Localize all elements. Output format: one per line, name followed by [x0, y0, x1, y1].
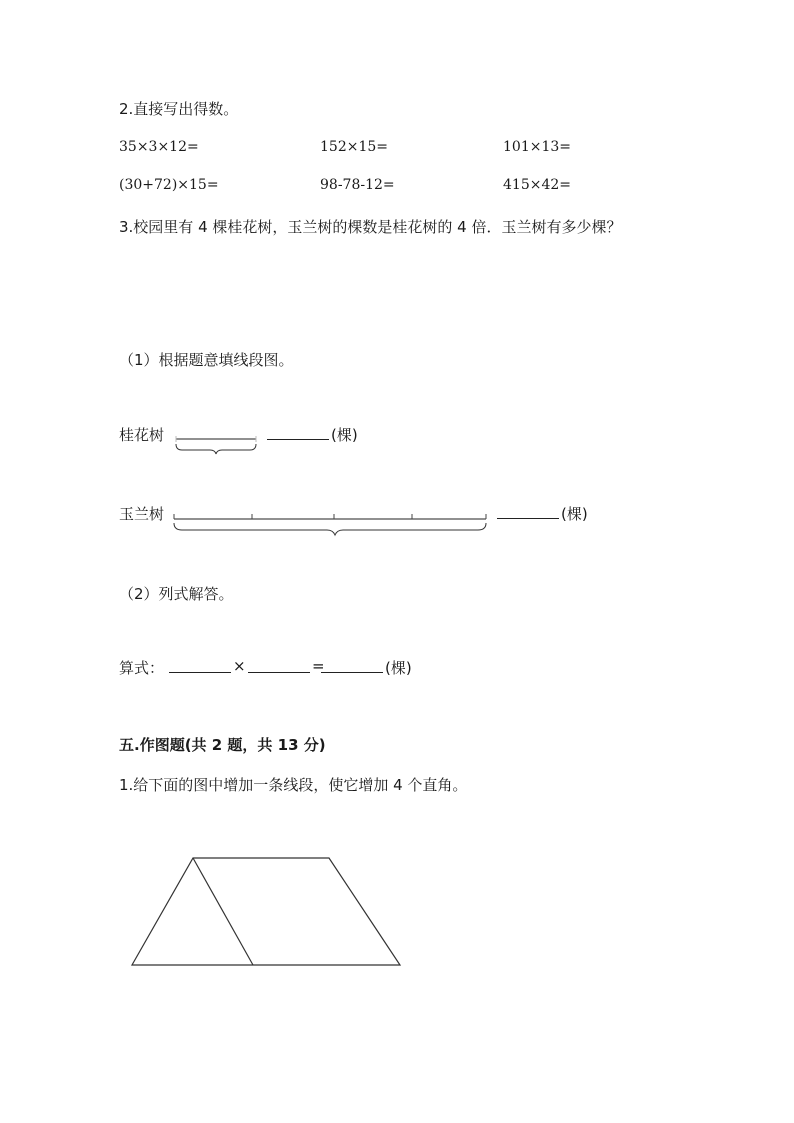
calc-item: 98-78-12= — [320, 177, 395, 193]
formula-label: 算式： — [119, 659, 165, 677]
calc-item: 152×15= — [320, 139, 388, 155]
section5-title: 五.作图题(共 2 题，共 13 分) — [119, 736, 326, 754]
equals-sign: = — [312, 657, 325, 675]
formula-blank-3[interactable] — [321, 658, 383, 673]
unit-formula: (棵) — [385, 659, 412, 677]
q3-part1: （1）根据题意填线段图。 — [119, 351, 294, 369]
calc-item: 35×3×12= — [119, 139, 199, 155]
trapezoid-figure — [120, 845, 415, 975]
formula-blank-2[interactable] — [248, 658, 310, 673]
calc-item: 415×42= — [503, 177, 571, 193]
times-sign: × — [233, 657, 246, 675]
calc-item: (30+72)×15= — [119, 177, 219, 193]
q3-part2: （2）列式解答。 — [119, 585, 234, 603]
q2-title: 2.直接写出得数。 — [119, 100, 239, 118]
section5-q1: 1.给下面的图中增加一条线段，使它增加 4 个直角。 — [119, 776, 468, 794]
calc-item: 101×13= — [503, 139, 571, 155]
formula-blank-1[interactable] — [169, 658, 231, 673]
label-yulan: 玉兰树 — [119, 505, 165, 523]
label-guihua: 桂花树 — [119, 426, 165, 444]
q3-title: 3.校园里有 4 棵桂花树，玉兰树的棵数是桂花树的 4 倍．玉兰树有多少棵？ — [119, 218, 622, 236]
guihua-answer-blank[interactable] — [267, 425, 329, 440]
yulan-answer-blank[interactable] — [497, 504, 559, 519]
guihua-segment — [170, 428, 265, 458]
unit-guihua: (棵) — [331, 426, 358, 444]
yulan-segment — [170, 508, 492, 540]
unit-yulan: (棵) — [561, 505, 588, 523]
